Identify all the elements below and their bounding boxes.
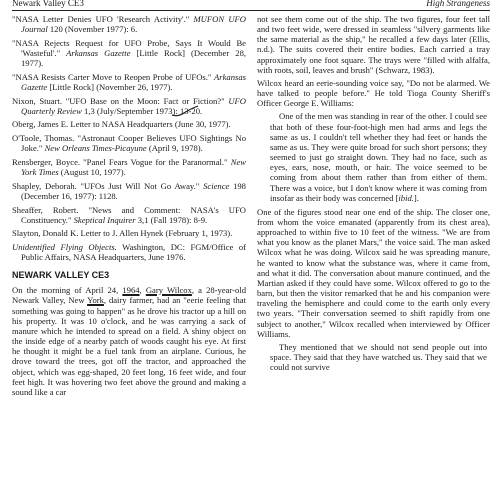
section-heading: NEWARK VALLEY CE3: [12, 270, 110, 281]
reference-item: O'Toole, Thomas. "Astronaut Cooper Believes UFO Sightings No Joke." New Orleans Times-Picayune (April 9, 1978).: [12, 133, 246, 154]
right-column: [257, 14, 490, 500]
reference-item: Slayton, Donald K. Letter to J. Allen Hynek (February 1, 1973).: [12, 228, 233, 239]
reference-item: "NASA Resists Carter Move to Reopen Probe of UFOs." Arkansas Gazette [Little Rock] (November 26, 1977).: [12, 71, 246, 92]
reference-item: Rensberger, Boyce. "Panel Fears Vogue for the Paranormal." New York Times (August 10, 1977).: [12, 156, 246, 178]
handwritten-stroke: [172, 106, 198, 116]
underlined-name: Gary Wilcox: [145, 285, 192, 296]
body-paragraph: not see them come out of the ship. The two figures, four feet tall and two feet wide, were dressed in seamless "silvery garments like the same material as the ship," he recalled a few days later (Ellis, n.d.). The suits covered their entire bodies. Each carried a tray approximately one foot square. The trays were "filled with alfalfa, with roots, soil, leaves and brush" (Schwarz, 1983).: [257, 14, 490, 75]
header-right: High Strangeness: [426, 0, 490, 8]
body-paragraph: Wilcox heard an eerie-sounding voice say, "Do not be alarmed. We have talked to people before." He told Tioga County Sheriff's Officer George E. Williams:: [257, 77, 490, 109]
header-left: Newark Valley CE3: [12, 0, 84, 8]
running-header: [12, 0, 490, 11]
reference-item: Nixon, Stuart. "UFO Base on the Moon: Fact or Fiction?" UFO Quarterly Review 1,3 (July/September 1973): 13-20.: [12, 95, 246, 116]
reference-item: Unidentified Flying Objects. Washington, DC: FGM/Office of Public Affairs, NASA Headquarters, June 1976.: [12, 241, 246, 263]
left-column: [12, 14, 246, 500]
quote-paragraph: One of the men was standing in rear of the other. I could see that both of these four-foot-high men had arms and legs the same as us. I couldn't tell whether they had feet or hands the same as us. They were quite broad for such short persons; they seemed to just go straight down. They had no face, such as eyes, ears, nose, mouth, or hair. The voice seemed to be coming from about them rather than from either of them. There was a voice, but I don't know where it was coming from insofar as their body was concerned [ibid.].: [270, 111, 487, 203]
reference-list: [12, 14, 246, 262]
reference-item: "NASA Rejects Request for UFO Probe, Says It Would Be 'Wasteful'." Arkansas Gazette [Little Rock] (December 28, 1977).: [12, 37, 246, 69]
handwritten-mark: [170, 104, 200, 118]
block-quote: [270, 342, 490, 372]
reference-item: Sheaffer, Robert. "News and Comment: NASA's UFO Constituency." Skeptical Inquirer 3,1 (Fall 1978): 8-9.: [12, 204, 246, 225]
block-quote: [270, 111, 490, 202]
underlined-place: York: [87, 295, 104, 306]
intro-paragraph: On the morning of April 24, 1964, Gary Wilcox, a 28-year-old Newark Valley, New York, dairy farmer, had an "eerie feeling that something was going to happen" as he drove his tractor up a hill on his property. It was 10 o'clock, and he was carrying a sack of manure which he intended to spread on a field. A shiny object on the inside edge of a nearby patch of woods caught his eye. At first he thought it might be a fuel tank from an airplane. Curious, he drove toward the trees, got off the tractor, and approached the object, which was egg-shaped, 20 feet long, 16 feet wide, and four feet high. It was hovering two feet above the ground and making a sound like a car: [12, 285, 246, 397]
reference-item: Shapley, Deborah. "UFOs Just Will Not Go Away." Science 198 (December 16, 1977): 1128.: [12, 180, 246, 201]
reference-item: "NASA Letter Denies UFO 'Research Activity'." MUFON UFO Journal 120 (November 1977): 6.: [12, 14, 246, 35]
reference-item: Oberg, James E. Letter to NASA Headquarters (June 30, 1977).: [12, 119, 231, 130]
underlined-year: 1964: [122, 285, 140, 296]
body-paragraph: One of the figures stood near one end of the ship. The closer one, from whom the voice emanated (apparently from its chest area), approached to within five to 10 feet of the witness. "We are from what you know as the planet Mars," the voice said. The man asked Wilcox what he was doing. Wilcox said he was spreading manure, he wanted to know what the substance was, where it came from, and what it did. The conversation about manure continued, and the Martian asked if they could have some. Wilcox offered to go to the barn, but then the visitor remarked that he and his companion were traveling the hemisphere and could come to the earth only every two years. "Their conversation seemed to shift rapidly from one subject to another," Wilcox recalled when interviewed by Officer Williams.: [257, 206, 490, 339]
quote-paragraph: They mentioned that we should not send people out into space. They said that they have watched us. They said that we could not survive: [270, 341, 487, 373]
